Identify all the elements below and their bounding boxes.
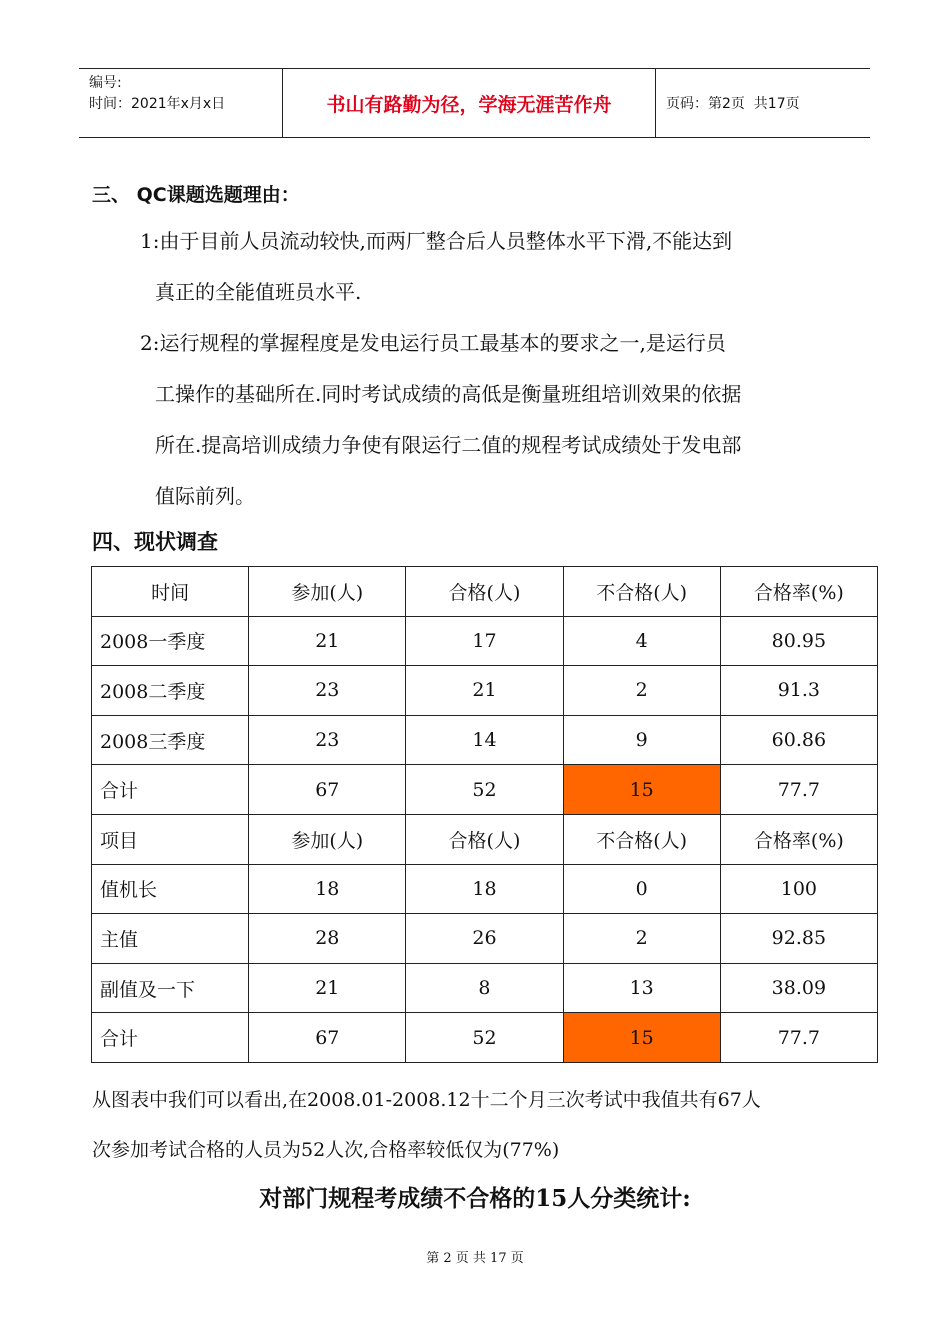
header-page-info [656, 69, 870, 137]
table-header-row [92, 814, 878, 864]
reason-item-2-line-3: 所在.提高培训成绩力争使有限运行二值的规程考试成绩处于发电部 [155, 433, 742, 457]
table-cell: 21 [249, 963, 406, 1013]
highlighted-failed-total-cell: 15 [563, 1013, 720, 1063]
table-row [92, 914, 878, 964]
table-cell: 2 [563, 666, 720, 716]
page-footer: 第 2 页 共 17 页 [426, 1251, 524, 1266]
table-cell: 副值及一下 [92, 963, 249, 1013]
reason-item-2 [140, 318, 870, 522]
table-cell: 100 [720, 864, 877, 914]
table-cell: 18 [249, 864, 406, 914]
table-cell: 值机长 [92, 864, 249, 914]
table-cell: 52 [406, 765, 563, 815]
page-header [79, 68, 870, 138]
table-row [92, 666, 878, 716]
table-cell: 80.95 [720, 616, 877, 666]
table-cell: 合格率(%) [720, 567, 877, 617]
table-cell: 合计 [92, 1013, 249, 1063]
table-cell: 合格(人) [406, 814, 563, 864]
table-cell: 项目 [92, 814, 249, 864]
table-header-row [92, 567, 878, 617]
table-cell: 2008一季度 [92, 616, 249, 666]
highlighted-failed-total-cell: 15 [563, 765, 720, 815]
header-motto: 书山有路勤为径，学海无涯苦作舟 [282, 69, 656, 137]
table-row [92, 864, 878, 914]
table-cell: 92.85 [720, 914, 877, 964]
table-cell: 18 [406, 864, 563, 914]
document-date-label: 时间：2021年x月x日 [89, 96, 226, 112]
section-3-title: 三、 QC课题选题理由： [92, 184, 300, 206]
table-cell: 不合格(人) [563, 814, 720, 864]
table-cell: 14 [406, 715, 563, 765]
table-cell: 2008二季度 [92, 666, 249, 716]
table-cell: 2 [563, 914, 720, 964]
table-cell: 26 [406, 914, 563, 964]
table-total-row [92, 765, 878, 815]
document-number-label: 编号: [89, 75, 122, 91]
table-cell: 28 [249, 914, 406, 964]
summary-paragraph [92, 1075, 882, 1175]
table-cell: 52 [406, 1013, 563, 1063]
table-cell: 67 [249, 1013, 406, 1063]
table-cell: 38.09 [720, 963, 877, 1013]
table-cell: 9 [563, 715, 720, 765]
table-cell: 合格率(%) [720, 814, 877, 864]
table-cell: 21 [406, 666, 563, 716]
table-cell: 21 [249, 616, 406, 666]
table-cell: 4 [563, 616, 720, 666]
table-cell: 8 [406, 963, 563, 1013]
reason-item-2-line-1: 2:运行规程的掌握程度是发电运行员工最基本的要求之一,是运行员 [140, 331, 726, 355]
reason-item-2-line-4: 值际前列。 [155, 484, 255, 508]
table-cell: 77.7 [720, 765, 877, 815]
table-cell: 时间 [92, 567, 249, 617]
section-4-title: 四、现状调查 [92, 530, 218, 554]
table-cell: 参加(人) [249, 567, 406, 617]
table-cell: 60.86 [720, 715, 877, 765]
summary-line-2: 次参加考试合格的人员为52人次,合格率较低仅为(77%) [92, 1139, 560, 1161]
table-cell: 67 [249, 765, 406, 815]
table-cell: 13 [563, 963, 720, 1013]
table-cell: 77.7 [720, 1013, 877, 1063]
reason-item-1-line-2: 真正的全能值班员水平. [155, 280, 362, 304]
reason-item-1-line-1: 1:由于目前人员流动较快,而两厂整合后人员整体水平下滑,不能达到 [140, 229, 733, 253]
table-row [92, 963, 878, 1013]
table-cell: 不合格(人) [563, 567, 720, 617]
table-cell: 主值 [92, 914, 249, 964]
exam-results-table [91, 566, 878, 1063]
table-cell: 17 [406, 616, 563, 666]
page-number-label: 页码：第2页 共17页 [666, 96, 800, 112]
table-cell: 91.3 [720, 666, 877, 716]
reason-item-2-line-2: 工操作的基础所在.同时考试成绩的高低是衡量班组培训效果的依据 [155, 382, 742, 406]
table-total-row [92, 1013, 878, 1063]
table-cell: 23 [249, 666, 406, 716]
table-cell: 参加(人) [249, 814, 406, 864]
table-cell: 合计 [92, 765, 249, 815]
table-row [92, 715, 878, 765]
table-row [92, 616, 878, 666]
table-cell: 23 [249, 715, 406, 765]
classification-subtitle: 对部门规程考成绩不合格的15人分类统计: [259, 1185, 691, 1212]
reason-item-1 [140, 216, 870, 318]
table-cell: 2008三季度 [92, 715, 249, 765]
table-cell: 0 [563, 864, 720, 914]
header-meta [79, 69, 282, 137]
summary-line-1: 从图表中我们可以看出,在2008.01-2008.12十二个月三次考试中我值共有67人 [92, 1089, 761, 1111]
table-cell: 合格(人) [406, 567, 563, 617]
